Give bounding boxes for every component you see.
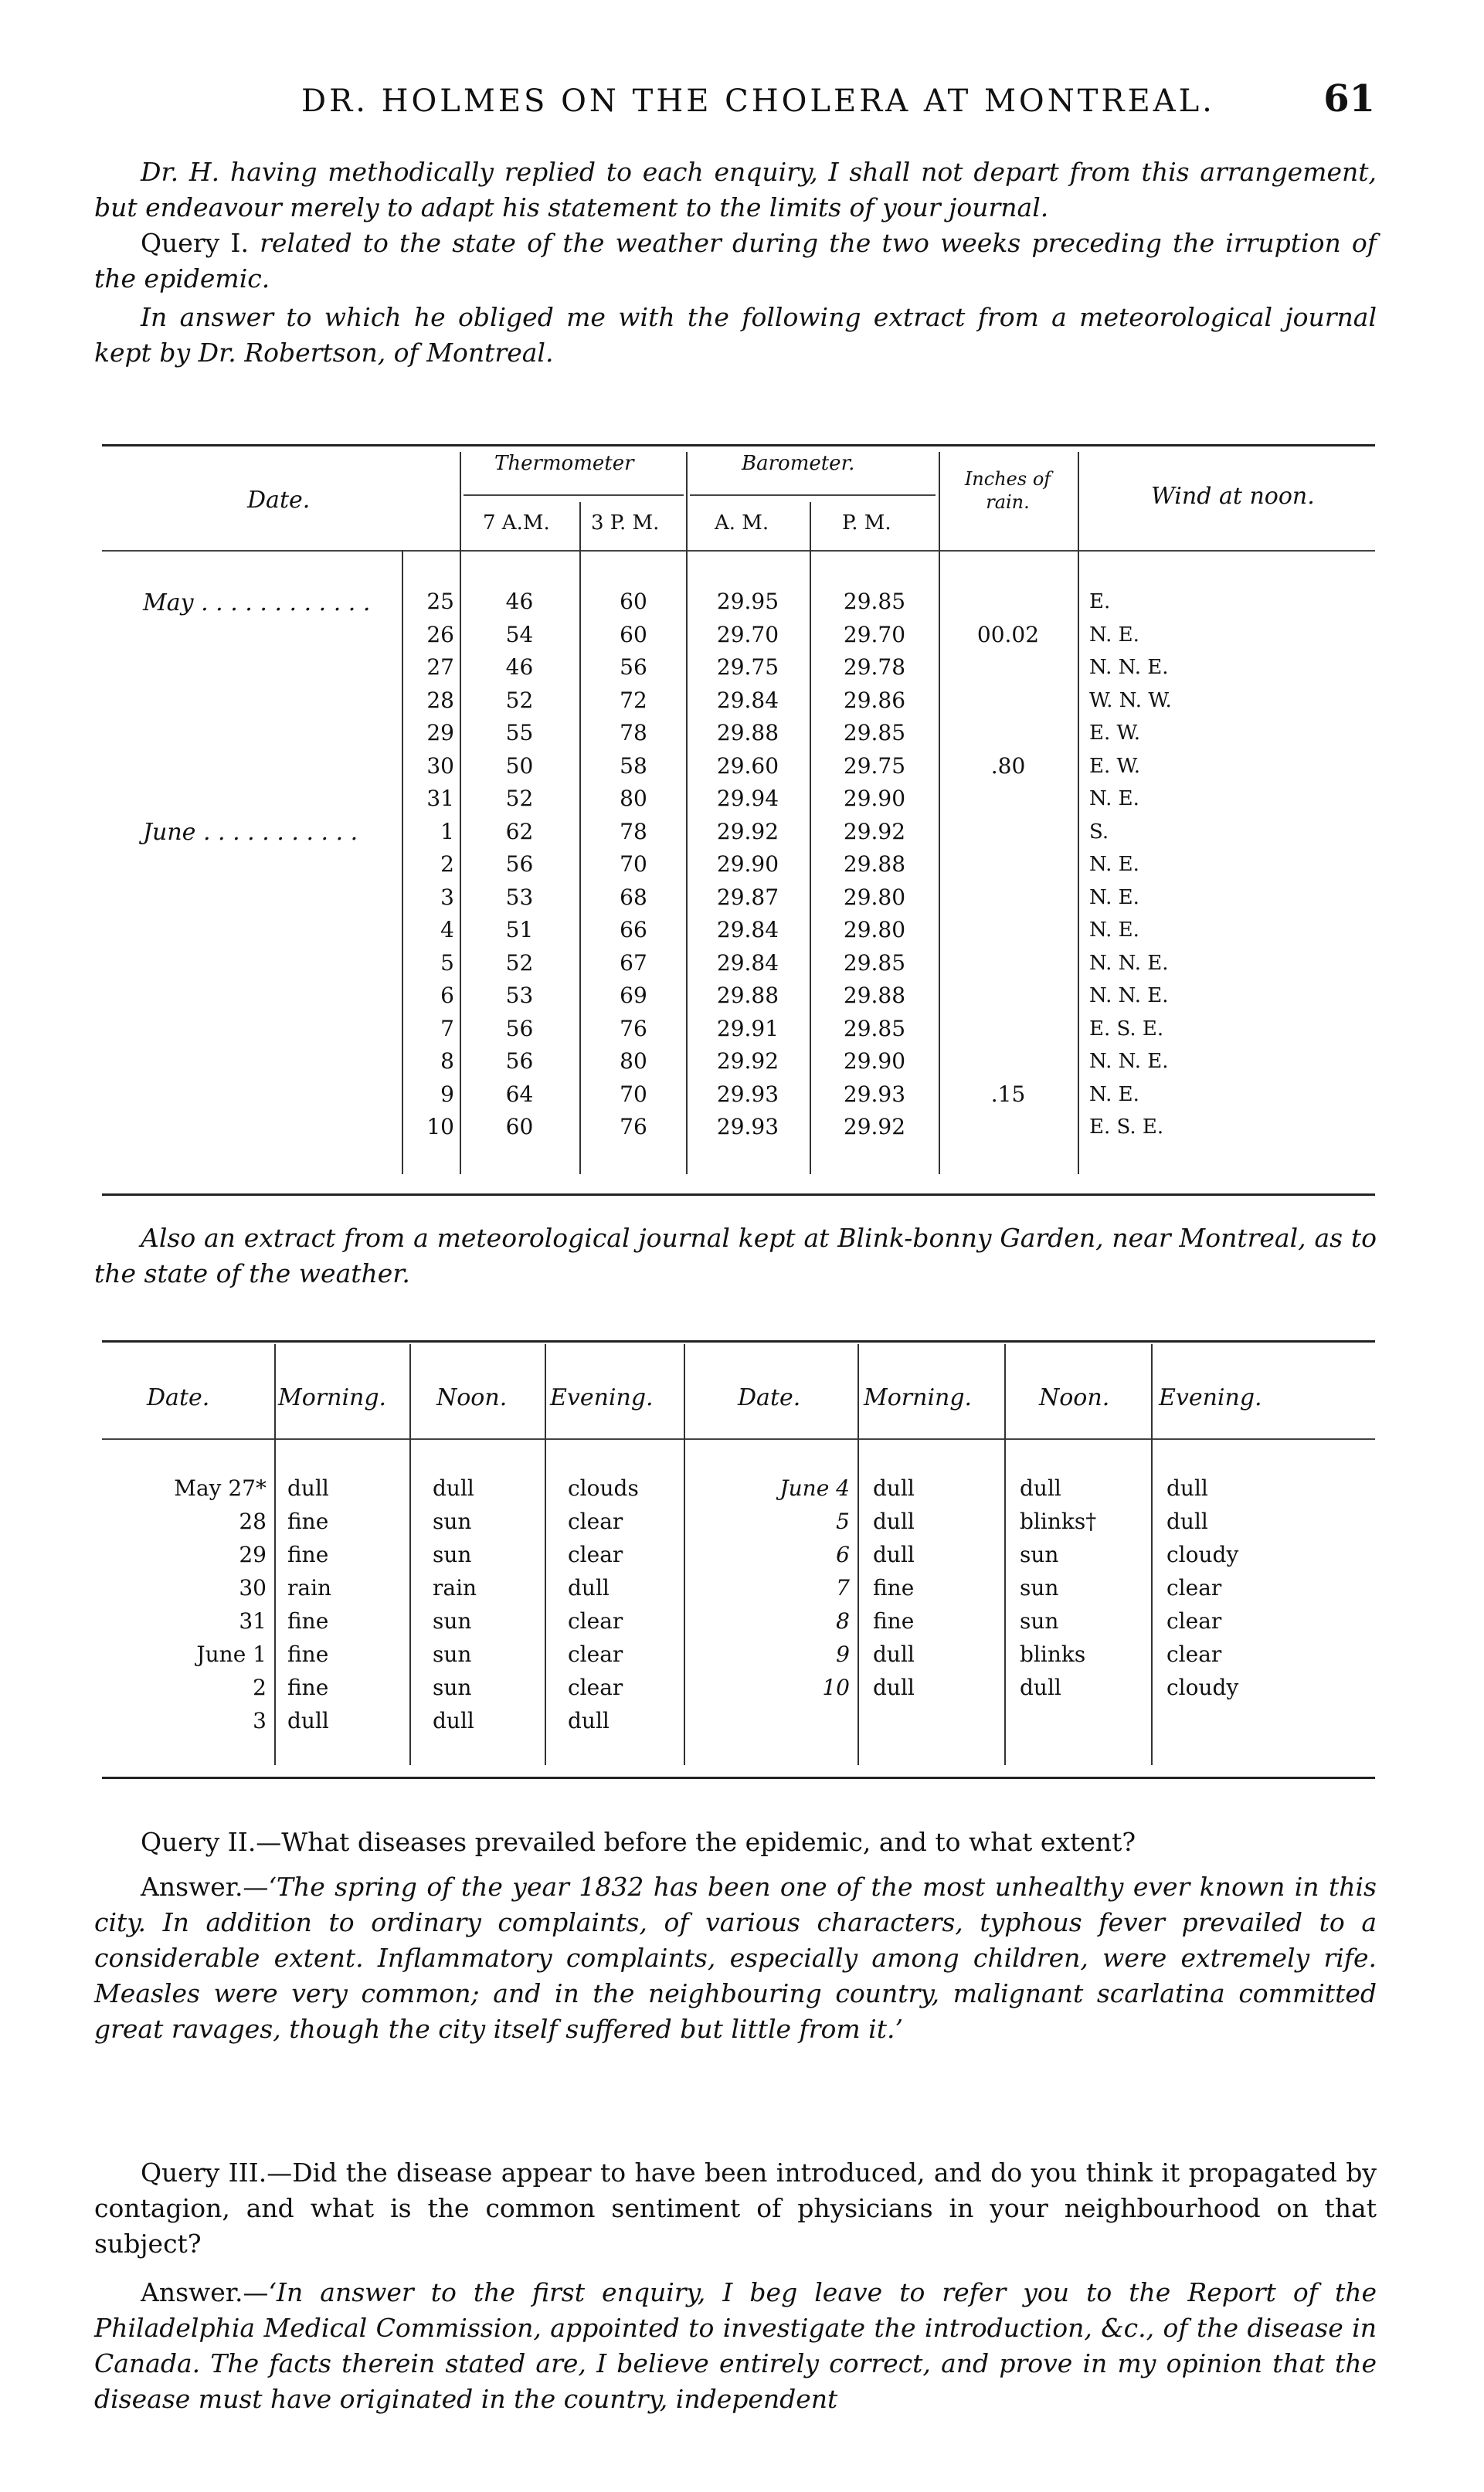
table1-therm-am-cell: 54 [505,621,534,647]
table2-header-date-right: Date. [738,1384,801,1411]
table1-therm-pm-cell: 78 [620,720,647,745]
table2-right-evening-cell: cloudy [1166,1542,1239,1567]
table2-left-morning-cell: rain [287,1575,332,1601]
table1-therm-pm-cell: 80 [620,1048,647,1074]
table2-right-noon-cell: sun [1020,1575,1059,1601]
table2-left-noon-cell: sun [433,1608,472,1634]
table1-top-rule [102,444,1375,446]
table1-baro-pm-cell: 29.78 [843,654,906,680]
table1-vline [939,452,940,1174]
table2-right-morning-cell: dull [873,1675,915,1700]
table1-wind-cell: E. W. [1089,721,1140,745]
table1-baro-pm-cell: 29.90 [843,786,906,811]
table2-right-morning-column [873,1472,997,1704]
table1-therm-pm-cell: 60 [620,589,647,614]
query-3-answer [94,2275,1377,2417]
table1-day-cell: 5 [440,949,454,976]
table1-baro-am-cell: 29.75 [716,654,779,680]
table2-vline [409,1344,411,1765]
table1-baro-am-cell: 29.94 [716,786,779,811]
table1-baro-am-cell: 29.84 [716,917,779,942]
table1-therm-pm-cell: 72 [620,687,647,713]
table1-therm-pm-cell: 67 [620,949,647,976]
intro-text-3: In answer to which he obliged me with the following extract from a meteorological journal kept by Dr. Robertson, of Montreal. [94,302,1377,368]
table2-left-noon-cell: sun [433,1642,472,1667]
table2-right-morning-cell: fine [873,1608,915,1634]
table2-right-noon-cell: dull [1020,1475,1061,1501]
table1-therm-pm-cell: 68 [620,884,647,910]
table2-right-date-cell: 10 [822,1675,850,1700]
table1-vline [402,550,403,1174]
table2-left-date-cell: May 27* [174,1475,267,1501]
table2-left-evening-cell: dull [568,1575,610,1601]
table1-baro-pm-cell: 29.90 [843,1048,906,1074]
table1-baro-pm-cell: 29.80 [843,917,906,942]
table1-day-cell: 6 [440,983,454,1008]
table1-wind-cell: N. N. E. [1089,984,1169,1007]
table1-baro-pm-column [813,586,936,1144]
table1-wind-cell: N. N. E. [1089,656,1169,679]
table1-day-cell: 28 [426,687,454,713]
table2-left-morning-cell: fine [287,1608,329,1634]
table2-right-noon-cell: blinks† [1020,1509,1097,1534]
table1-therm-pm-cell: 76 [620,1015,647,1041]
table1-vline [460,452,461,1174]
table1-baro-am-cell: 29.88 [716,720,779,745]
table1-rain-cell [942,881,1074,915]
table1-therm-pm-cell: 66 [620,917,647,942]
table1-baro-pm-cell: 29.86 [843,687,906,713]
table2-left-morning-cell: fine [287,1675,329,1700]
table1-day-cell: 31 [426,786,454,811]
table1-baro-am-cell: 29.88 [716,983,779,1008]
table1-therm-am-cell: 51 [505,917,534,942]
table2-header-morning-right: Morning. [864,1384,973,1411]
table2-left-morning-cell: dull [287,1708,329,1733]
table1-rain-cell [942,816,1074,849]
table2-right-date-cell: 5 [836,1509,850,1534]
table1-day-cell: 2 [440,851,454,877]
table1-therm-pm-cell: 70 [620,851,647,877]
table1-rain-cell [942,979,1074,1013]
table1-month-may: May . . . . . . . . . . . . [143,589,371,616]
table1-wind-cell: E. S. E. [1089,1115,1164,1139]
table1-sub-rule [690,494,936,496]
table2-left-date-cell: 31 [239,1608,267,1634]
query-1-label: Query I. [141,228,249,258]
table2-right-evening-cell: clear [1166,1642,1222,1667]
table1-day-cell: 26 [426,621,454,647]
table1-baro-pm-cell: 29.80 [843,884,906,910]
table1-therm-pm-cell: 60 [620,621,647,647]
table2-right-date-column [688,1472,850,1704]
table1-baro-am-cell: 29.92 [716,1048,779,1074]
table1-baro-pm-cell: 29.85 [843,949,906,976]
table1-baro-am-cell: 29.87 [716,884,779,910]
table1-therm-am-cell: 56 [505,851,534,877]
table1-wind-cell: E. S. E. [1089,1017,1164,1041]
table2-header-rule [102,1438,1375,1440]
table2-bottom-rule [102,1777,1375,1779]
table1-wind-cell: N. N. E. [1089,951,1169,975]
table1-wind-cell: N. E. [1089,1082,1139,1106]
table1-therm-am-column [464,586,576,1144]
table2-left-date-cell: 2 [253,1675,267,1700]
table2-right-date-cell: 7 [836,1575,850,1601]
table1-wind-cell: N. E. [1089,623,1139,647]
table1-wind-column [1089,586,1321,1144]
table1-wind-cell: E. [1089,590,1111,613]
table2-right-morning-cell: dull [873,1542,915,1567]
table2-left-evening-cell: dull [568,1708,610,1733]
table1-day-cell: 1 [440,818,454,844]
table1-therm-am-cell: 46 [505,589,534,614]
table1-therm-pm-column [583,586,684,1144]
table2-left-evening-cell: clear [568,1675,623,1700]
table2-right-date-cell: 6 [836,1542,850,1567]
table1-therm-pm-cell: 80 [620,786,647,811]
table2-left-date-cell: 29 [239,1542,267,1567]
table1-baro-pm-cell: 29.92 [843,818,906,844]
table2-left-evening-cell: clear [568,1542,623,1567]
table1-baro-am-cell: 29.92 [716,818,779,844]
table1-wind-cell: W. N. W. [1089,688,1172,712]
table1-therm-pm-cell: 56 [620,654,647,680]
table2-header-noon-left: Noon. [436,1384,508,1411]
table1-vline [1078,452,1079,1174]
table1-baro-am-cell: 29.95 [716,589,779,614]
table2-left-date-cell: June 1 [196,1642,267,1667]
table2-right-date-cell: June 4 [779,1475,850,1501]
table1-wind-cell: N. E. [1089,918,1139,942]
table2-left-morning-cell: fine [287,1542,329,1567]
table1-header-rule [102,550,1375,552]
table1-rain-cell: 00.02 [976,621,1040,647]
table2-left-evening-cell: clouds [568,1475,639,1501]
table1-rain-cell [942,947,1074,980]
table1-rain-cell [942,914,1074,947]
table2-left-evening-cell: clear [568,1642,623,1667]
table2-vline [1151,1344,1153,1765]
table1-rain-column [942,586,1074,1144]
table1-rain-cell: .80 [990,752,1026,779]
table2-right-evening-cell: clear [1166,1575,1222,1601]
table2-right-evening-cell: dull [1166,1475,1208,1501]
query-2-question [94,1825,1377,1860]
table2-top-rule [102,1340,1375,1343]
table2-vline [857,1344,859,1765]
table1-baro-pm-cell: 29.93 [843,1081,906,1107]
table1-vline [686,452,688,1174]
table2-right-date-cell: 9 [836,1642,850,1667]
table1-therm-pm-cell: 69 [620,983,647,1008]
table1-baro-am-cell: 29.93 [716,1114,779,1139]
table2-left-date-column [116,1472,267,1737]
table1-wind-cell: N. E. [1089,853,1139,876]
table1-rain-cell [942,848,1074,881]
table1-baro-pm-cell: 29.85 [843,1015,906,1041]
table2-right-evening-cell: cloudy [1166,1675,1239,1700]
table1-day-cell: 9 [440,1081,454,1107]
table1-day-cell: 3 [440,884,454,910]
table1-rain-cell [942,783,1074,816]
table1-therm-pm-cell: 70 [620,1081,647,1107]
table1-therm-am-cell: 60 [505,1114,534,1139]
table2-left-evening-cell: clear [568,1608,623,1634]
table1-header-date: Date. [247,487,311,514]
table2-vline [684,1344,685,1765]
table1-header-rain: Inches of rain. [964,468,1051,513]
also-paragraph [94,1221,1377,1292]
table1-baro-pm-cell: 29.70 [843,621,906,647]
table2-left-noon-column [433,1472,541,1737]
table2-left-evening-column [568,1472,676,1737]
table1-therm-am-cell: 64 [505,1081,534,1107]
table1-baro-am-cell: 29.93 [716,1081,779,1107]
table2-vline [274,1344,276,1765]
table1-header-baro-am: A. M. [715,511,769,535]
table2-left-date-cell: 3 [253,1708,267,1733]
table1-baro-pm-cell: 29.75 [843,752,906,779]
intro-paragraph-3 [94,300,1377,371]
table1-sub-rule [464,494,684,496]
table2-left-date-cell: 28 [239,1509,267,1534]
table2-right-evening-cell: dull [1166,1509,1208,1534]
query-2-question-text: Query II.—What diseases prevailed before the epidemic, and to what extent? [141,1827,1136,1857]
table1-wind-cell: N. E. [1089,885,1139,909]
table1-header-barometer: Barometer. [742,452,855,475]
query-2-answer-text: ‘The spring of the year 1832 has been one of the most unhealthy ever known in this city. In addition to ordinary complaints, of various characters, typhous fever prevailed to a considerable extent. Inflammatory complaints, especially among children, were extremely rife. Measles were very common; and in the neighbouring country, malignant scarlatina committed great ravages, though the city itself suffered but little from it.’ [94,1872,1377,2044]
table1-therm-am-cell: 46 [505,654,534,680]
table1-baro-pm-cell: 29.88 [843,983,906,1008]
intro-paragraph-2 [94,226,1377,297]
table1-vline [810,502,811,1174]
page-number: 61 [1323,77,1375,121]
table1-vline [579,502,581,1174]
table1-therm-am-cell: 55 [505,720,534,745]
table1-header-thermometer: Thermometer [494,452,634,475]
table2-right-noon-cell: blinks [1020,1642,1086,1667]
table2-vline [1004,1344,1006,1765]
table1-header-baro-pm: P. M. [842,511,891,535]
table1-day-cell: 27 [426,654,454,680]
table2-right-morning-cell: dull [873,1475,915,1501]
query-2-answer-label: Answer.— [141,1872,269,1902]
table1-baro-am-cell: 29.84 [716,687,779,713]
table1-baro-pm-cell: 29.88 [843,851,906,877]
table1-therm-am-cell: 52 [505,687,534,713]
table2-right-noon-cell: dull [1020,1675,1061,1700]
table2-header-morning-left: Morning. [278,1384,387,1411]
table2-left-morning-cell: fine [287,1509,329,1534]
table1-baro-am-column [690,586,806,1144]
table1-baro-am-cell: 29.60 [716,752,779,779]
query-3-answer-label: Answer.— [141,2277,269,2307]
table2-left-evening-cell: clear [568,1509,623,1534]
table1-rain-cell [942,651,1074,684]
table1-wind-cell: S. [1089,820,1109,844]
table1-baro-am-cell: 29.91 [716,1015,779,1041]
table1-therm-am-cell: 52 [505,786,534,811]
table1-day-column [409,586,454,1144]
table1-rain-cell [942,717,1074,750]
query-3-question-text: Query III.—Did the disease appear to have been introduced, and do you think it propagated by contagion, and what is the common sentiment of physicians in your neighbourhood on that subject? [94,2158,1377,2259]
table1-day-cell: 30 [426,752,454,779]
table1-day-cell: 8 [440,1048,454,1074]
table2-left-noon-cell: sun [433,1675,472,1700]
table1-therm-am-cell: 56 [505,1015,534,1041]
query-2-answer [94,1869,1377,2047]
table2-right-evening-cell: clear [1166,1608,1222,1634]
table2-left-noon-cell: sun [433,1509,472,1534]
table1-day-cell: 7 [440,1015,454,1041]
table2-right-morning-cell: fine [873,1575,915,1601]
table1-header-therm-pm: 3 P. M. [591,511,660,535]
table1-therm-pm-cell: 78 [620,818,647,844]
table2-right-morning-cell: dull [873,1509,915,1534]
table2-right-date-cell: 8 [836,1608,850,1634]
table1-baro-pm-cell: 29.85 [843,589,906,614]
table2-header-evening-left: Evening. [550,1384,654,1411]
table1-therm-pm-cell: 76 [620,1114,647,1139]
table1-baro-pm-cell: 29.92 [843,1114,906,1139]
table1-rain-cell [942,1045,1074,1078]
table1-baro-pm-cell: 29.85 [843,720,906,745]
intro-text-2: related to the state of the weather during the two weeks preceding the irruption of the epidemic. [94,228,1377,294]
table2-left-morning-cell: dull [287,1475,329,1501]
table2-right-noon-column [1020,1472,1143,1704]
query-3-question [94,2155,1377,2262]
table1-header-therm-am: 7 A.M. [483,511,550,535]
table1-wind-cell: N. E. [1089,787,1139,810]
running-head: DR. HOLMES ON THE CHOLERA AT MONTREAL. [301,83,1215,119]
table1-rain-cell [942,1111,1074,1144]
table1-therm-am-cell: 52 [505,949,534,976]
page-header [301,77,1375,130]
table1-rain-cell [942,1013,1074,1046]
table1-baro-am-cell: 29.90 [716,851,779,877]
table2-right-evening-column [1166,1472,1321,1704]
table1-wind-cell: N. N. E. [1089,1050,1169,1073]
table1-day-cell: 10 [426,1114,454,1139]
table1-therm-am-cell: 53 [505,884,534,910]
table1-day-cell: 25 [426,589,454,614]
table1-rain-cell [942,586,1074,619]
intro-text-1: Dr. H. having methodically replied to each enquiry, I shall not depart from this arrangement, but endeavour merely to adapt his statement to the limits of your journal. [94,157,1377,222]
table1-therm-am-cell: 62 [505,818,534,844]
query-3-answer-text: ‘In answer to the first enquiry, I beg leave to refer you to the Report of the Philadelphia Medical Commission, appointed to investigate the introduction, &c., of the disease in Canada. The facts therein stated are, I believe entirely correct, and prove in my opinion that the disease must have originated in the country, independent [94,2277,1377,2414]
table1-bottom-rule [102,1193,1375,1196]
table2-header-noon-right: Noon. [1039,1384,1110,1411]
table1-wind-cell: E. W. [1089,754,1140,778]
table1-therm-am-cell: 50 [505,752,534,779]
table2-left-morning-cell: fine [287,1642,329,1667]
intro-paragraph-1 [94,154,1377,226]
table2-right-noon-cell: sun [1020,1608,1059,1634]
table1-day-cell: 4 [440,917,454,942]
table1-header-wind: Wind at noon. [1151,483,1315,510]
table2-left-noon-cell: dull [433,1475,474,1501]
table2-left-noon-cell: sun [433,1542,472,1567]
table2-left-date-cell: 30 [239,1575,267,1601]
table2-header-evening-right: Evening. [1159,1384,1262,1411]
table1-therm-am-cell: 53 [505,983,534,1008]
table1-month-june: June . . . . . . . . . . . [143,819,358,846]
table2-vline [545,1344,546,1765]
table1-rain-cell [942,684,1074,718]
also-text: Also an extract from a meteorological journal kept at Blink-bonny Garden, near Montreal, as to the state of the weather. [94,1223,1377,1288]
table1-therm-pm-cell: 58 [620,752,647,779]
table1-baro-am-cell: 29.70 [716,621,779,647]
table2-right-morning-cell: dull [873,1642,915,1667]
table1-baro-am-cell: 29.84 [716,949,779,976]
table2-left-morning-column [287,1472,403,1737]
table2-header-date-left: Date. [147,1384,210,1411]
table2-left-noon-cell: rain [433,1575,477,1601]
table2-left-noon-cell: dull [433,1708,474,1733]
table1-day-cell: 29 [426,720,454,745]
table2-right-noon-cell: sun [1020,1542,1059,1567]
table1-therm-am-cell: 56 [505,1048,534,1074]
table1-rain-cell: .15 [990,1081,1026,1107]
